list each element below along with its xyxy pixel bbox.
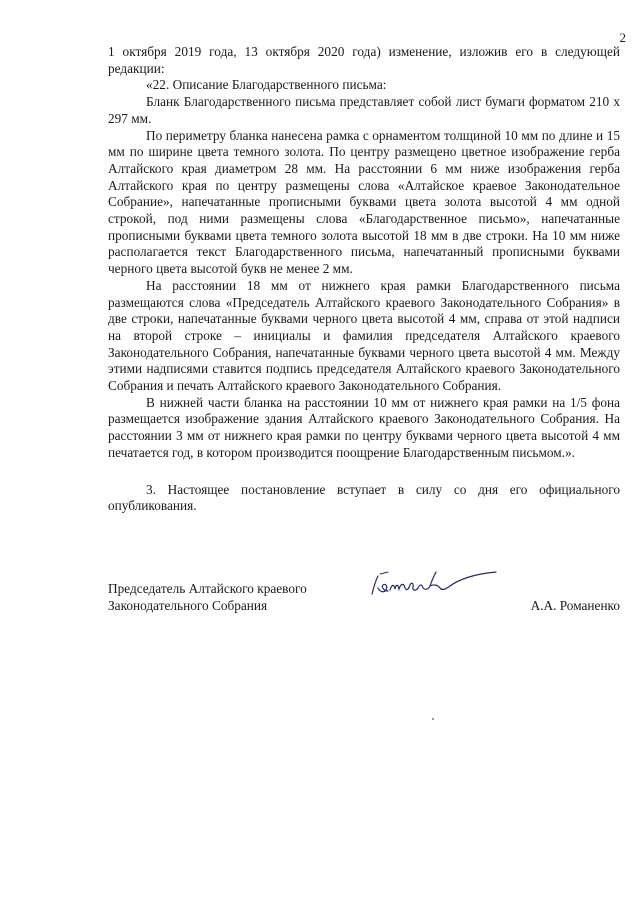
signer-position-line-2: Законодательного Собрания	[108, 598, 268, 613]
paragraph-frame-description: По периметру бланка нанесена рамка с орнаментом толщиной 10 мм по длине и 15 мм по ширине цвета темного золота. По центру размещено цветное изображение герба Алтайского края диаметром 28 мм. На расстоянии 6 мм ниже изображения герба Алтайского края по центру размещены слова «Алтайское краевое Законодательное Собрание», напечатанные прописными буквами цвета золота высотой 4 мм одной строкой, под ними размещены слова «Благодарственное письмо», напечатанные прописными буквами цвета темного золота высотой 18 мм в две строки. На 10 мм ниже располагается текст Благодарственного письма, напечатанный прописными буквами черного цвета высотой букв не менее 2 мм.	[108, 127, 620, 277]
page-number: 2	[619, 30, 626, 45]
paragraph-continuation: 1 октября 2019 года, 13 октября 2020 года) изменение, изложив его в следующей редакции:	[108, 44, 620, 76]
paragraph-blank-format: Бланк Благодарственного письма представляет собой лист бумаги форматом 210 х 297 мм.	[108, 94, 620, 126]
paragraph-section-heading: «22. Описание Благодарственного письма:	[146, 77, 387, 93]
document-body	[108, 44, 620, 515]
paragraph-effective-date: 3. Настоящее постановление вступает в силу со дня его официального опубликования.	[108, 481, 620, 514]
paragraph-building-image: В нижней части бланка на расстоянии 10 мм от нижнего края рамки на 1/5 фона размещается изображение здания Алтайского краевого Законодательного Собрания. На расстоянии 3 мм от нижнего края рамки по центру буквами черного цвета высотой 4 мм печатается год, в котором производится поощрение Благодарственным письмом.».	[108, 394, 620, 460]
signer-position	[108, 580, 348, 614]
signer-position-line-1: Председатель Алтайского краевого	[108, 581, 307, 596]
scan-speck	[432, 718, 434, 720]
signer-name: А.А. Романенко	[530, 598, 620, 613]
handwritten-signature	[368, 566, 508, 606]
paragraph-signature-placement: На расстоянии 18 мм от нижнего края рамки Благодарственного письма размещаются слова «Председатель Алтайского краевого Законодательного Собрания» в две строки, напечатанные буквами черного цвета высотой 4 мм, справа от этой надписи на второй строке – инициалы и фамилия председателя Алтайского краевого Законодательного Собрания, напечатанные буквами черного цвета высотой 4 мм. Между этими надписями ставится подпись председателя Алтайского краевого Законодательного Собрания и печать Алтайского краевого Законодательного Собрания.	[108, 277, 620, 394]
